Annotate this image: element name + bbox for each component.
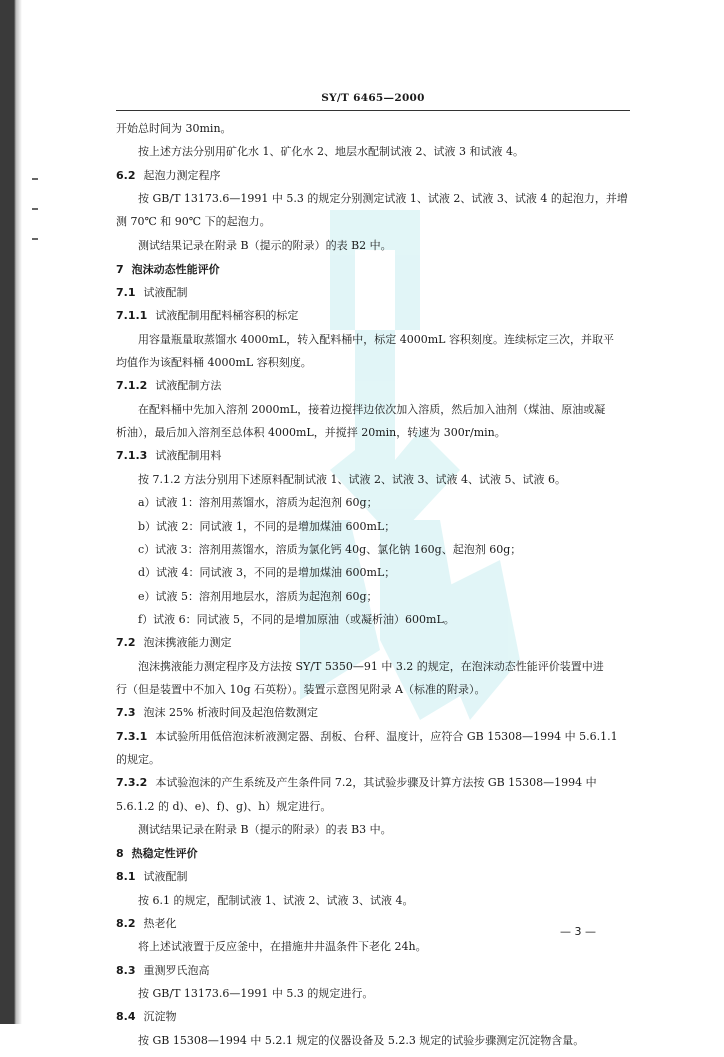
subsection-heading (116, 1010, 630, 1024)
subsection-heading (116, 730, 630, 744)
subsection-heading (116, 449, 630, 463)
section-number: 7.1 (116, 286, 136, 300)
list-item (116, 520, 630, 534)
section-number: 7.3.2 (116, 776, 148, 790)
paragraph-line (116, 683, 630, 697)
line-text: 沉淀物 (143, 1010, 177, 1024)
subsection-heading (116, 636, 630, 650)
section-number: 6.2 (116, 168, 136, 182)
line-text: 热老化 (143, 917, 177, 930)
line-text: e）试液 5：溶剂用地层水，溶质为起泡剂 60g； (138, 589, 378, 603)
line-text: 泡沫携液能力测定程序及方法按 SY/T 5350—91 中 3.2 的规定，在泡沫动态性能评价装置中进 (138, 659, 604, 673)
list-item (116, 496, 630, 510)
line-text: a）试液 1：溶剂用蒸馏水，溶质为起泡剂 60g； (138, 496, 378, 510)
line-text: 在配料桶中先加入溶剂 2000mL，接着边搅拌边依次加入溶质，然后加入油剂（煤油、原油或凝 (138, 402, 606, 416)
section-number: 8.2 (116, 917, 136, 930)
paragraph-line (116, 1034, 630, 1048)
section-number: 7.1.2 (116, 379, 148, 393)
subsection-heading (116, 917, 630, 931)
line-text: 5.6.1.2 的 d)、e)、f)、g)、h）规定进行。 (116, 799, 332, 813)
line-text: 按上述方法分别用矿化水 1、矿化水 2、地层水配制试液 2、试液 3 和试液 4。 (138, 145, 524, 159)
line-text: 本试验泡沫的产生系统及产生条件同 7.2，其试验步骤及计算方法按 GB 15308—1994 中 (155, 776, 597, 790)
line-text: c）试液 3：溶剂用蒸馏水，溶质为氯化钙 40g、氯化钠 160g、起泡剂 60g； (138, 542, 522, 556)
line-text: b）试液 2：同试液 1，不同的是增加煤油 600mL； (138, 519, 396, 533)
line-text: 行（但是装置中不加入 10g 石英粉）。装置示意图见附录 A（标准的附录）。 (116, 682, 486, 696)
subsection-heading (116, 286, 630, 300)
line-text: 析油），最后加入溶剂至总体积 4000mL，并搅拌 20min，转速为 300r/min。 (116, 426, 506, 440)
section-number: 7.1.1 (116, 309, 148, 323)
paragraph-line (116, 333, 630, 347)
line-text: 按 6.1 的规定，配制试液 1、试液 2、试液 3、试液 4。 (138, 893, 414, 907)
line-text: 泡沫携液能力测定 (143, 636, 232, 650)
line-text: 测试结果记录在附录 B（提示的附录）的表 B2 中。 (138, 238, 392, 252)
paragraph-line (116, 940, 630, 954)
paragraph-line (116, 215, 630, 229)
subsection-heading (116, 964, 630, 978)
paragraph-line (116, 426, 630, 440)
line-text: 用容量瓶量取蒸馏水 4000mL，转入配料桶中，标定 4000mL 容积刻度。连续标定三次，并取平 (138, 332, 614, 346)
line-text: 开始总时间为 30min。 (116, 122, 232, 135)
section-number: 7 (116, 262, 124, 276)
line-text: 按 GB 15308—1994 中 5.2.1 规定的仪器设备及 5.2.3 规定的试验步骤测定沉淀物含量。 (138, 1033, 585, 1047)
line-text: 将上述试液置于反应釜中，在措施井井温条件下老化 24h。 (138, 940, 427, 954)
subsection-heading (116, 776, 630, 790)
line-text: 均值作为该配料桶 4000mL 容积刻度。 (116, 356, 312, 370)
page-number: — 3 — (560, 925, 596, 938)
document-body (116, 122, 630, 1057)
paragraph-line (116, 473, 630, 487)
line-text: 试液配制方法 (155, 379, 222, 393)
section-number: 8.4 (116, 1010, 136, 1024)
paragraph-line (116, 356, 630, 370)
binding-marks (28, 178, 44, 268)
line-text: 按 7.1.2 方法分别用下述原料配制试液 1、试液 2、试液 3、试液 4、试液 5、试液 6。 (138, 472, 566, 486)
paragraph-line (116, 145, 630, 159)
line-text: 测试结果记录在附录 B（提示的附录）的表 B3 中。 (138, 822, 392, 836)
line-text: 测 70℃ 和 90℃ 下的起泡力。 (116, 215, 271, 229)
section-number: 7.2 (116, 636, 136, 650)
section-heading (116, 263, 630, 277)
paragraph-line (116, 122, 630, 136)
paragraph-line (116, 660, 630, 674)
line-text: 试液配制用配料桶容积的标定 (155, 309, 299, 323)
section-heading (116, 847, 630, 861)
line-text: 试液配制用料 (155, 449, 222, 463)
section-number: 8.1 (116, 870, 136, 884)
line-text: 热稳定性评价 (131, 846, 198, 860)
line-text: 泡沫动态性能评价 (131, 262, 220, 276)
paragraph-line (116, 753, 630, 767)
page-header: SY/T 6465—2000 (116, 92, 630, 111)
paragraph-line (116, 239, 630, 253)
paragraph-line (116, 894, 630, 908)
paragraph-line (116, 987, 630, 1001)
subsection-heading (116, 870, 630, 884)
paragraph-line (116, 192, 630, 206)
line-text: 试液配制 (143, 870, 188, 884)
paragraph-line (116, 800, 630, 814)
section-number: 8 (116, 846, 124, 860)
line-text: 起泡力测定程序 (143, 168, 221, 182)
scan-edge (0, 0, 22, 1024)
section-number: 7.3 (116, 706, 136, 720)
paragraph-line (116, 403, 630, 417)
subsection-heading (116, 169, 630, 183)
line-text: 泡沫 25% 析液时间及起泡倍数测定 (143, 706, 318, 720)
line-text: 的规定。 (116, 752, 160, 766)
line-text: 按 GB/T 13173.6—1991 中 5.3 的规定进行。 (138, 987, 374, 1001)
paragraph-line (116, 823, 630, 837)
section-number: 7.1.3 (116, 449, 148, 463)
line-text: 本试验所用低倍泡沫析液测定器、刮板、台秤、温度计，应符合 GB 15308—1994 中 5.6.1.1 (155, 729, 618, 743)
section-number: 8.3 (116, 963, 136, 977)
line-text: f）试液 6：同试液 5，不同的是增加原油（或凝析油）600mL。 (138, 612, 455, 626)
line-text: 试液配制 (143, 286, 188, 300)
subsection-heading (116, 309, 630, 323)
list-item (116, 590, 630, 604)
line-text: 按 GB/T 13173.6—1991 中 5.3 的规定分别测定试液 1、试液 2、试液 3、试液 4 的起泡力，并增 (138, 192, 628, 206)
subsection-heading (116, 706, 630, 720)
list-item (116, 613, 630, 627)
section-number: 7.3.1 (116, 729, 148, 743)
line-text: d）试液 4：同试液 3，不同的是增加煤油 600mL； (138, 566, 396, 580)
subsection-heading (116, 379, 630, 393)
list-item (116, 543, 630, 557)
list-item (116, 566, 630, 580)
line-text: 重测罗氏泡高 (143, 963, 210, 977)
